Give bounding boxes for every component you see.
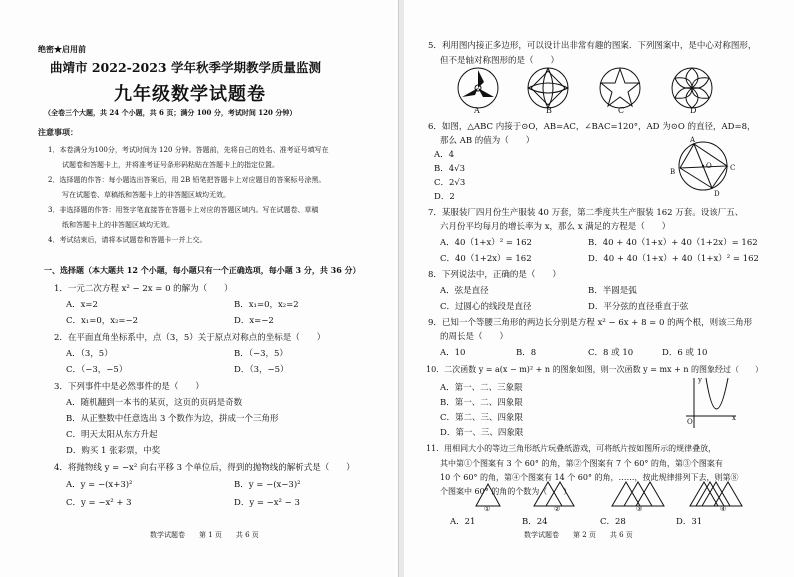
question-9-cont: 的周长是（ ）	[440, 332, 509, 342]
q1-option-a: A．x=2	[66, 300, 98, 310]
q1-option-c: C．x₁=0，x₂=−2	[66, 316, 139, 326]
q11-option-d: D．31	[676, 517, 703, 527]
q8-option-c: C．过圆心的线段是直径	[440, 302, 532, 312]
q4-option-c: C．y = −x² + 3	[66, 498, 132, 508]
notice-line: 1．本卷满分为100分，考试时间为 120 分钟。答题前，先将自己的姓名、准考证号填写在	[48, 146, 329, 154]
q10-axis-origin: O	[687, 418, 693, 426]
q6-option-a: A．4	[434, 150, 455, 160]
notice-line: 4．考试结束后，请将本试题卷和答题卡一并上交。	[48, 236, 207, 244]
q10-option-b: B．第一、二、四象限	[440, 398, 523, 408]
question-11: 11．用相同大小的等边三角形纸片玩叠纸游戏，可将纸片按如图所示的规律叠放，	[426, 444, 717, 453]
q7-option-a: A．40（1+x）² = 162	[440, 238, 532, 248]
q6-point-o: O	[706, 162, 712, 170]
q7-option-b: B．40 + 40（1+x）+ 40（1+2x）= 162	[588, 238, 758, 248]
paper-title: 九年级数学试题卷	[114, 84, 266, 105]
question-11-line3: 10 个 60° 的角，第④个图案有 14 个 60° 的角，……，按此规律排列下去，则第⑧	[440, 473, 739, 482]
question-7: 7．某服装厂四月份生产服装 40 万套，第二季度共生产服装 162 万套。设该厂五、	[428, 208, 744, 218]
q7-option-c: C．40（1+2x）= 162	[440, 254, 532, 264]
q10-option-d: D．第一、三、四象限	[440, 428, 524, 438]
q11-figure-2: ②	[554, 505, 561, 513]
question-6-cont: 那么 AB 的值为（ ）	[440, 136, 535, 146]
q5-label-b: B	[546, 106, 552, 115]
q3-option-a: A．随机翻到一本书的某页，这页的页码是奇数	[66, 398, 243, 408]
exam-note: （全卷三个大题，共 24 个小题，共 6 页；满分 100 分，考试时间 120 分钟）	[44, 108, 297, 117]
notice-title: 注意事项：	[38, 127, 78, 137]
q10-axis-y: y	[698, 376, 702, 384]
page-footer: 数学试题卷 第 2 页 共 6 页	[524, 531, 633, 539]
question-1: 1．一元二次方程 x² − 2x = 0 的解为（ ）	[54, 284, 233, 294]
question-11-line2: 其中第①个图案有 3 个 60° 的角，第②个图案有 7 个 60° 的角，第③个图案有	[440, 459, 723, 468]
q5-figure-d	[672, 68, 712, 108]
question-11-line4: 个图案中 60° 的角的个数为（ ）	[440, 487, 572, 496]
q2-option-d: D．（3，−5）	[234, 365, 289, 375]
question-7-cont: 六月份平均每月的增长率为 x，那么 x 满足的方程是（ ）	[440, 222, 671, 232]
q7-option-d: D．40 + 40（1+x）+ 40（1+x）² = 162	[588, 254, 759, 264]
q11-triangle-figures	[464, 470, 744, 512]
question-9: 9．已知一个等腰三角形的两边长分别是方程 x² − 6x + 8 = 0 的两个根，则该三角形	[428, 318, 753, 328]
q6-option-d: D．2	[434, 192, 455, 202]
q5-figure-a	[458, 68, 498, 108]
section-title: 一、选择题（本大题共 12 个小题，每小题只有一个正确选项，每小题 3 分，共 36 分）	[44, 265, 361, 275]
q10-option-c: C．第二、三、四象限	[440, 413, 524, 423]
q9-option-d: D．6 或 10	[662, 348, 708, 358]
q11-option-a: A．21	[450, 517, 476, 527]
question-8: 8．下列说法中，正确的是（ ）	[428, 270, 561, 280]
q5-figure-c	[600, 68, 640, 108]
question-4: 4．将抛物线 y = −x² 向右平移 3 个单位后，得到的抛物线的解析式是（ ）	[54, 463, 355, 473]
question-3: 3．下列事件中是必然事件的是（ ）	[54, 382, 204, 392]
q6-point-c: C	[730, 164, 736, 172]
q5-label-d: D	[690, 106, 697, 115]
q3-option-b: B．从正整数中任意选出 3 个数作为边，拼成一个三角形	[66, 414, 279, 424]
notice-line: 纸和答题卡上的非答题区域均无效。	[62, 221, 174, 229]
question-5-cont: 但不是轴对称图形的是（ ）	[440, 56, 560, 66]
q2-option-c: C．（−3，−5）	[66, 365, 128, 375]
q6-option-b: B．4√3	[434, 164, 465, 174]
q9-option-a: A．10	[440, 348, 466, 358]
q2-option-a: A．（3，5）	[66, 349, 113, 359]
q8-option-d: D．平分弦的直径垂直于弦	[588, 302, 689, 312]
q3-option-d: D．购买 1 张彩票，中奖	[66, 446, 161, 456]
q5-label-c: C	[618, 106, 625, 115]
q11-option-c: C．28	[600, 517, 626, 527]
notice-line: 试题卷和答题卡上，并将准考证号条形码粘贴在答题卡上的指定位置。	[62, 161, 279, 169]
q10-option-a: A．第一、二、三象限	[440, 383, 523, 393]
page-2	[404, 0, 794, 577]
q9-option-c: C．8 或 10	[588, 348, 634, 358]
q4-option-d: D．y = −x² − 3	[234, 498, 300, 508]
q6-point-b: B	[670, 168, 676, 176]
notice-line: 写在试题卷、草稿纸和答题卡上的非答题区域均无效。	[62, 191, 230, 199]
q11-figure-1: ①	[484, 505, 491, 513]
q1-option-b: B．x₁=0，x₂=2	[234, 300, 299, 310]
q5-label-a: A	[474, 106, 480, 115]
q9-option-b: B．8	[516, 348, 537, 358]
question-6: 6．如图，△ABC 内接于⊙O，AB=AC，∠BAC=120°，AD 为⊙O 的直径，AD=8，	[428, 122, 756, 132]
q1-option-d: D．x=−2	[234, 316, 274, 326]
exam-title: 曲靖市 2022-2023 学年秋季学期教学质量监测	[50, 60, 321, 75]
q6-option-c: C．2√3	[434, 178, 466, 188]
question-10: 10．二次函数 y = a(x − m)² + n 的图象如图，则一次函数 y = mx + n 的图象经过（ ）	[426, 365, 764, 374]
q6-point-d: D	[714, 190, 720, 198]
q11-figure-4: ④	[720, 505, 727, 513]
notice-line: 2．选择题的作答：每小题选出答案后，用 2B 铅笔把答题卡上对应题目的答案标号涂黑。	[48, 176, 326, 184]
q2-option-b: B．（−3，5）	[234, 349, 288, 359]
q4-option-b: B．y = −(x−3)²	[234, 480, 301, 490]
page-footer: 数学试题卷 第 1 页 共 6 页	[150, 531, 259, 539]
q5-figures	[456, 66, 756, 114]
q8-option-a: A．弦是直径	[440, 286, 489, 296]
question-2: 2．在平面直角坐标系中，点（3，5）关于原点对称点的坐标是（ ）	[54, 333, 326, 343]
q8-option-b: B．半圆是弧	[588, 286, 637, 296]
question-5: 5．利用图内接正多边形，可以设计出非常有趣的图案．下列图案中，是中心对称图形，	[428, 41, 757, 51]
q11-figure-3: ③	[636, 505, 643, 513]
q3-option-c: C．明天太阳从东方升起	[66, 430, 158, 440]
q6-point-a: A	[690, 136, 696, 144]
q10-axis-x: x	[732, 414, 736, 422]
q11-option-b: B．24	[522, 517, 548, 527]
q4-option-a: A．y = −(x+3)²	[66, 480, 133, 490]
secret-label: 绝密★启用前	[38, 44, 86, 54]
q5-figure-b	[528, 68, 568, 108]
notice-line: 3．非选择题的作答：用签字笔直接答在答题卡上对应的答题区域内。写在试题卷、草稿	[48, 206, 319, 214]
